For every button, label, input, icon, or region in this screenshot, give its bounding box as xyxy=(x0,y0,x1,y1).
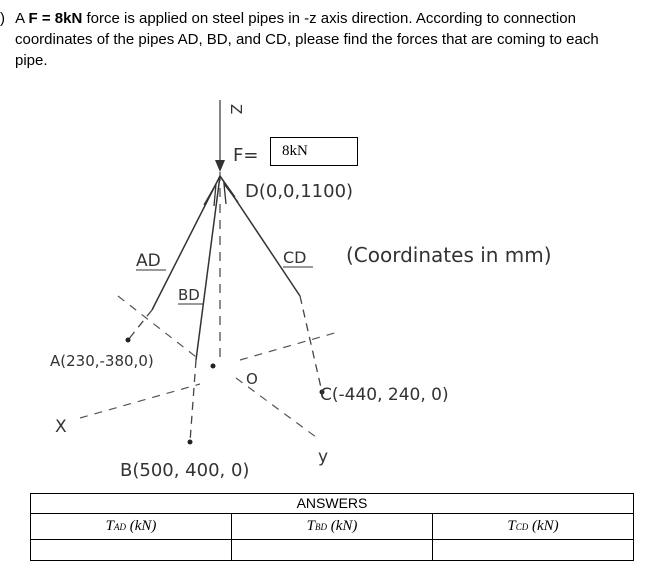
pipe-cd-lower xyxy=(300,296,322,392)
arrow-icon-ad xyxy=(204,184,216,206)
o-c-line xyxy=(240,332,338,360)
pipe-bd-lower xyxy=(190,360,196,442)
force-label: F= xyxy=(233,145,259,166)
pipe-ad-label: AD xyxy=(136,251,161,271)
answers-table xyxy=(30,493,634,561)
answers-header-row xyxy=(31,514,634,540)
answer-input-t-ad[interactable] xyxy=(31,540,232,561)
x-axis-label: X xyxy=(55,417,67,437)
origin-label: O xyxy=(246,370,258,388)
pipe-bd-label: BD xyxy=(178,286,200,304)
point-d-label: D(0,0,1100) xyxy=(245,181,354,202)
point-c-label: C(-440, 240, 0) xyxy=(320,385,449,405)
header-t-cd: TCD (kN) xyxy=(433,514,634,540)
force-arrow-icon xyxy=(215,160,225,172)
x-axis xyxy=(80,384,200,418)
force-input-box[interactable]: 8kN xyxy=(270,137,358,166)
y-axis-label: y xyxy=(318,447,329,467)
a-o-line xyxy=(118,296,200,360)
z-axis-label: Z xyxy=(227,104,245,115)
coordinates-note: (Coordinates in mm) xyxy=(346,243,552,267)
answers-input-row xyxy=(31,540,634,561)
point-a-label: A(230,-380,0) xyxy=(50,352,154,370)
force-value-text: F = 8kN xyxy=(28,10,83,27)
problem-text-pre: A xyxy=(15,10,29,27)
answer-input-t-bd[interactable] xyxy=(232,540,433,561)
point-b-label: B(500, 400, 0) xyxy=(120,460,250,481)
problem-bullet: ) xyxy=(0,10,5,27)
point-o xyxy=(211,364,216,369)
point-b xyxy=(188,440,193,445)
header-t-ad: TAD (kN) xyxy=(31,514,232,540)
problem-text-post: force is applied on steel pipes in -z axis direction. According to connection xyxy=(82,10,576,27)
pipe-cd-label: CD xyxy=(283,248,307,267)
answers-title: ANSWERS xyxy=(31,494,634,514)
answers-title-row xyxy=(31,494,634,514)
problem-line-3: pipe. xyxy=(15,52,48,69)
pipe-bd xyxy=(196,176,220,360)
arrow-icon-d xyxy=(220,176,235,197)
answer-input-t-cd[interactable] xyxy=(433,540,634,561)
point-a xyxy=(126,338,131,343)
problem-line-2: coordinates of the pipes AD, BD, and CD, please find the forces that are coming to each xyxy=(15,31,599,48)
header-t-bd: TBD (kN) xyxy=(232,514,433,540)
pipe-ad-lower xyxy=(128,310,152,340)
